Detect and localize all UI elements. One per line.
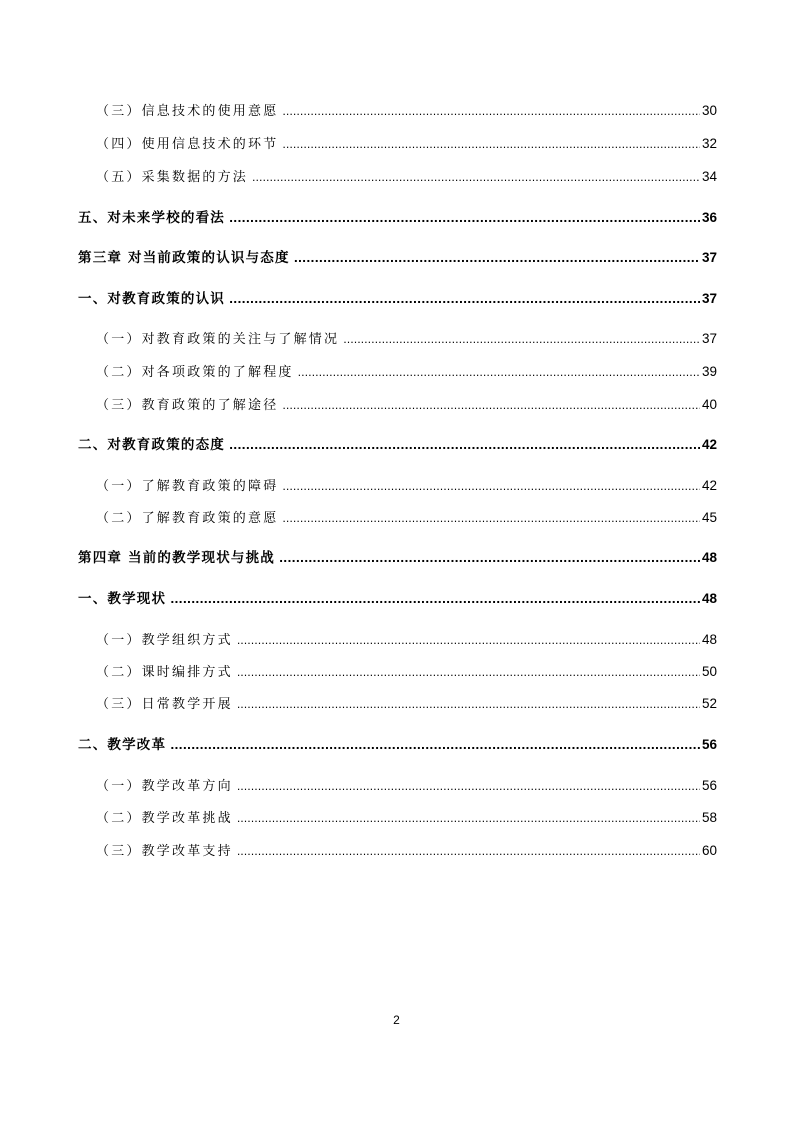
toc-entry-page: 56 (701, 778, 717, 793)
toc-entry[interactable] (96, 694, 717, 714)
toc-entry-page: 30 (701, 103, 717, 118)
toc-entry-title: 二、教学改革 (78, 737, 167, 753)
toc-entry[interactable] (96, 134, 717, 154)
toc-entry-page: 42 (701, 437, 717, 452)
toc-entry-title: 二、对教育政策的态度 (78, 437, 225, 453)
toc-leader (237, 777, 700, 797)
toc-leader (237, 663, 700, 683)
toc-entry-title: （二）教学改革挑战 (96, 811, 233, 826)
toc-leader (298, 363, 700, 383)
toc-leader (237, 695, 700, 715)
toc-entry[interactable] (78, 435, 717, 455)
toc-entry-page: 58 (701, 810, 717, 825)
toc-entry-title: 一、对教育政策的认识 (78, 291, 225, 307)
toc-entry[interactable] (96, 508, 717, 528)
toc-entry-title: （一）了解教育政策的障碍 (96, 479, 279, 494)
toc-entry-page: 50 (701, 664, 717, 679)
toc-entry-title: （三）信息技术的使用意愿 (96, 104, 279, 119)
toc-entry[interactable] (96, 101, 717, 121)
toc-entry-title: （三）教学改革支持 (96, 844, 233, 859)
toc-entry-page: 34 (701, 169, 717, 184)
toc-entry-title: （一）教学改革方向 (96, 779, 233, 794)
toc-entry-title: （三）日常教学开展 (96, 697, 233, 712)
toc-entry-title: （一）对教育政策的关注与了解情况 (96, 332, 340, 347)
toc-leader (237, 631, 700, 651)
toc-entry-title: （二）了解教育政策的意愿 (96, 511, 279, 526)
toc-entry-page: 56 (701, 737, 717, 752)
toc-entry[interactable] (78, 589, 717, 609)
toc-leader (282, 477, 700, 497)
toc-entry[interactable] (96, 808, 717, 828)
toc-entry-page: 37 (701, 331, 717, 346)
toc-leader (294, 249, 700, 269)
toc-entry[interactable] (78, 289, 717, 309)
toc-entry-title: 一、教学现状 (78, 591, 167, 607)
toc-entry-page: 37 (701, 291, 717, 306)
toc-entry-title: （五）采集数据的方法 (96, 170, 249, 185)
toc-entry[interactable] (96, 476, 717, 496)
toc-entry[interactable] (96, 776, 717, 796)
toc-entry-title: 五、对未来学校的看法 (78, 210, 225, 226)
toc-entry-page: 39 (701, 364, 717, 379)
toc-entry[interactable] (96, 167, 717, 187)
toc-entry[interactable] (96, 329, 717, 349)
toc-entry[interactable] (96, 395, 717, 415)
toc-leader (252, 168, 700, 188)
toc-entry-title: （一）教学组织方式 (96, 633, 233, 648)
toc-entry[interactable] (96, 662, 717, 682)
toc-entry-title: （二）对各项政策的了解程度 (96, 365, 294, 380)
toc-entry-page: 48 (701, 550, 717, 565)
toc-entry-page: 48 (701, 632, 717, 647)
toc-entry[interactable] (78, 208, 717, 228)
toc-leader (237, 809, 700, 829)
toc-entry-page: 45 (701, 510, 717, 525)
toc-entry[interactable] (96, 841, 717, 861)
toc-entry-page: 40 (701, 397, 717, 412)
toc-entry-title: （四）使用信息技术的环节 (96, 137, 279, 152)
toc-entry-page: 32 (701, 136, 717, 151)
toc-leader (282, 396, 700, 416)
toc-entry[interactable] (96, 362, 717, 382)
toc-entry-page: 52 (701, 696, 717, 711)
page-number: 2 (393, 1013, 400, 1027)
toc-leader (229, 290, 700, 310)
toc-leader (170, 736, 700, 756)
toc-leader (229, 209, 700, 229)
toc-entry[interactable] (78, 248, 717, 268)
toc-entry-title: 第三章 对当前政策的认识与态度 (78, 250, 290, 266)
toc-entry[interactable] (78, 735, 717, 755)
toc-entry-page: 36 (701, 210, 717, 225)
toc-entry-title: 第四章 当前的教学现状与挑战 (78, 550, 275, 566)
toc-entry-title: （二）课时编排方式 (96, 665, 233, 680)
toc-leader (229, 436, 700, 456)
toc-entry[interactable] (96, 630, 717, 650)
toc-entry[interactable] (78, 548, 717, 568)
toc-entry-page: 48 (701, 591, 717, 606)
toc-entry-title: （三）教育政策的了解途径 (96, 398, 279, 413)
toc-leader (237, 842, 700, 862)
toc-leader (282, 102, 700, 122)
toc-entry-page: 60 (701, 843, 717, 858)
toc-leader (282, 509, 700, 529)
toc-entry-page: 37 (701, 250, 717, 265)
toc-leader (282, 135, 700, 155)
toc-entry-page: 42 (701, 478, 717, 493)
toc-leader (279, 549, 700, 569)
toc-leader (170, 590, 700, 610)
toc-leader (343, 330, 700, 350)
